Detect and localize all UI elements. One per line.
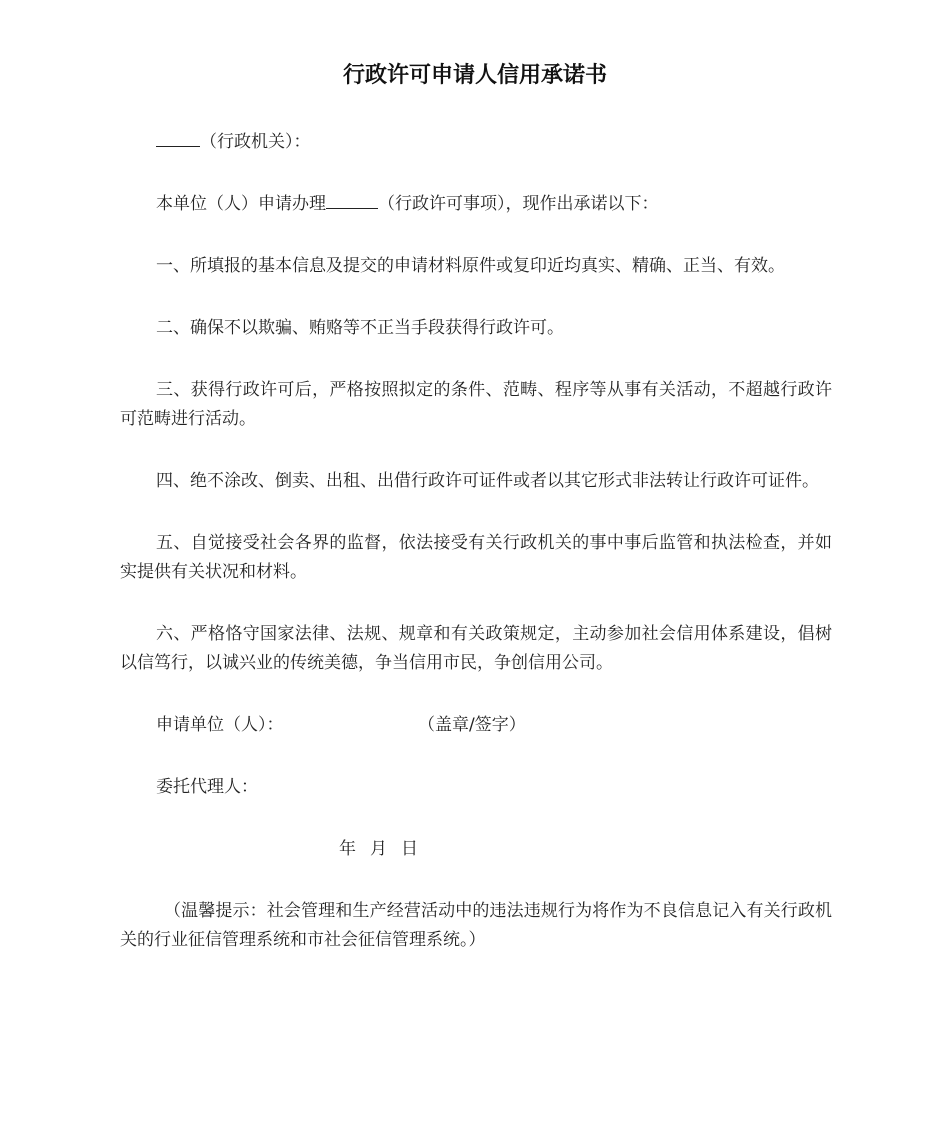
commitment-item-3: 三、获得行政许可后，严格按照拟定的条件、范畴、程序等从事有关活动，不超越行政许可范畴进行活动。	[120, 380, 832, 429]
date-day: 日	[401, 839, 418, 859]
agent-label: 委托代理人：	[156, 777, 258, 797]
seal-label: （盖章/签字）	[418, 715, 526, 735]
document-body	[120, 128, 832, 955]
intro-suffix: （行政许可事项），现作出承诺以下：	[378, 194, 659, 214]
commitment-item-2: 二、确保不以欺骗、贿赂等不正当手段获得行政许可。	[156, 318, 564, 338]
commitment-item-4: 四、绝不涂改、倒卖、出租、出借行政许可证件或者以其它形式非法转让行政许可证件。	[156, 471, 819, 491]
date-year: 年	[339, 839, 356, 859]
commitment-item-6: 六、严格恪守国家法律、法规、规章和有关政策规定，主动参加社会信用体系建设，倡树以信笃行，以诚兴业的传统美德，争当信用市民，争创信用公司。	[120, 624, 832, 673]
date-line	[120, 835, 832, 864]
salutation-line	[120, 128, 832, 157]
document-title: 行政许可申请人信用承诺书	[342, 63, 607, 88]
warm-tip: （温馨提示：社会管理和生产经营活动中的违法违规行为将作为不良信息记入有关行政机关的行业征信管理系统和市社会征信管理系统。）	[120, 901, 832, 950]
license-matter-blank	[326, 190, 378, 209]
applicant-signature-line	[120, 711, 832, 740]
authority-blank	[156, 128, 200, 147]
intro-prefix: 本单位（人）申请办理	[156, 194, 326, 214]
applicant-label: 申请单位（人）：	[156, 715, 284, 735]
commitment-item-1: 一、所填报的基本信息及提交的申请材料原件或复印近均真实、精确、正当、有效。	[156, 256, 785, 276]
agent-line	[120, 773, 832, 802]
intro-line	[120, 190, 832, 219]
commitment-item-5: 五、自觉接受社会各界的监督，依法接受有关行政机关的事中事后监管和执法检查，并如实提供有关状况和材料。	[120, 533, 832, 582]
salutation-text: （行政机关）：	[200, 132, 311, 152]
date-month: 月	[370, 839, 387, 859]
